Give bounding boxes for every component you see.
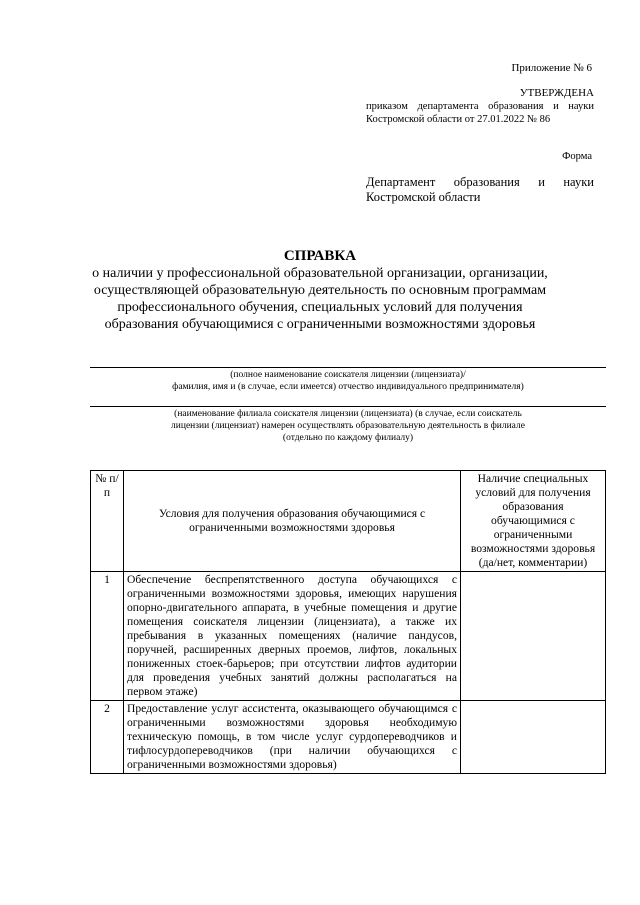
subtitle-line: образования обучающимися с ограниченными возможностями здоровья [104,317,536,332]
recipient-block [366,175,594,205]
approved-order-line: приказом департамента образования и науки [366,101,594,112]
hint-line: (отдельно по каждому филиалу) [282,433,414,443]
hint-line: (полное наименование соискателя лицензии (лицензиата)/ [230,370,466,380]
row-availability-cell[interactable] [461,572,606,701]
header-num: № п/п [91,471,124,572]
subtitle-line: осуществляющей образовательную деятельность по основным программам [93,283,547,298]
row-num: 1 [91,572,124,701]
branch-name-line[interactable] [90,406,606,407]
hint-line: лицензии (лицензиат) намерен осуществлять образовательную деятельность в филиале [171,421,525,431]
hint-line: (наименование филиала соискателя лицензии (лицензиата) (в случае, если соискатель [174,409,522,419]
subtitle-line: о наличии у профессиональной образовательной организации, организации, [92,266,548,281]
row-condition: Обеспечение беспрепятственного доступа обучающихся с ограниченными возможностями здоровья, имеющих нарушения опорно-двигательного аппарата, в учебные помещения и другие помещения соискателя лицензии (лицензиата), а также их пребывания в указанных помещениях (наличие пандусов, поручней, расширенных дверных проемов, лифтов, локальных пониженных стоек-барьеров; при отсутствии лифтов аудитории для проведения учебных занятий должны располагаться на первом этаже) [124,572,461,701]
header-availability: Наличие специальных условий для получения образования обучающимися с ограниченными возможностями здоровья (да/нет, комментарии) [461,471,606,572]
table-row [91,572,606,701]
approved-title: УТВЕРЖДЕНА [519,87,594,99]
hint-line: фамилия, имя и (в случае, если имеется) отчество индивидуального предпринимателя) [172,382,524,392]
branch-name-hint [90,408,606,444]
recipient-line-1: Департамент образования и науки [366,175,594,189]
row-condition: Предоставление услуг ассистента, оказывающего обучающимся с ограниченными возможностями здоровья необходимую техническую помощь, в том числе услуг сурдопереводчиков и тифлосурдопереводчиков (при наличии обучающихся с ограниченными возможностями здоровья) [124,701,461,774]
document-subtitle [70,265,570,333]
subtitle-line: профессионального обучения, специальных условий для получения [117,300,523,315]
recipient-line-2: Костромской области [366,190,481,204]
row-availability-cell[interactable] [461,701,606,774]
form-label: Форма [562,151,592,162]
approved-date-line: Костромской области от 27.01.2022 № 86 [366,114,551,125]
table-header-row [91,471,606,572]
row-num: 2 [91,701,124,774]
conditions-table [90,470,606,774]
applicant-name-hint [90,369,606,393]
applicant-name-line[interactable] [90,367,606,368]
document-title: СПРАВКА [283,248,357,264]
table-row [91,701,606,774]
appendix-label: Приложение № 6 [511,62,592,74]
header-condition: Условия для получения образования обучающимися с ограниченными возможностями здоровья [124,471,461,572]
approval-block [366,87,594,126]
